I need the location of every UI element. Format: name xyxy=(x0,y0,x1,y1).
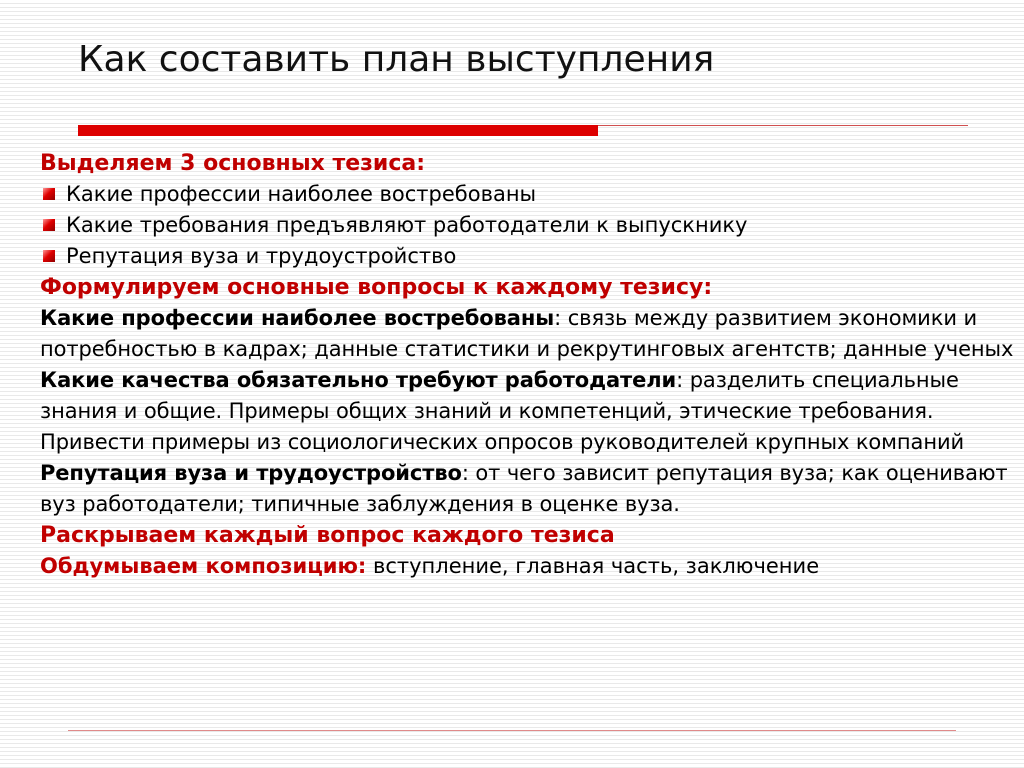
section-heading-disclose: Раскрываем каждый вопрос каждого тезиса xyxy=(40,523,615,548)
question-paragraph xyxy=(40,365,1015,458)
question-paragraph xyxy=(40,458,1015,520)
question-paragraph xyxy=(40,303,1015,365)
bullet-text: Репутация вуза и трудоустройство xyxy=(66,244,457,268)
question-lead: Репутация вуза и трудоустройство xyxy=(40,461,462,485)
question-text: : разделить специальные знания и общие. Примеры общих знаний и компетенций, этические требования. Привести примеры из социологических опросов руководителей крупных компаний xyxy=(40,368,965,454)
composition-line xyxy=(40,551,1015,582)
title-underline-red xyxy=(78,125,598,136)
bullet-item xyxy=(40,241,1015,272)
red-square-bullet-icon xyxy=(43,250,55,262)
red-square-bullet-icon xyxy=(43,188,55,200)
composition-text: вступление, главная часть, заключение xyxy=(366,554,820,578)
red-square-bullet-icon xyxy=(43,219,55,231)
slide-title: Как составить план выступления xyxy=(78,39,715,80)
bullet-text: Какие требования предъявляют работодатели к выпускнику xyxy=(66,213,748,237)
question-lead: Какие профессии наиболее востребованы xyxy=(40,306,555,330)
composition-lead: Обдумываем композицию: xyxy=(40,554,367,578)
bullet-item xyxy=(40,179,1015,210)
section-heading-theses: Выделяем 3 основных тезиса: xyxy=(40,151,426,176)
section-heading-questions: Формулируем основные вопросы к каждому тезису: xyxy=(40,275,713,300)
bullet-text: Какие профессии наиболее востребованы xyxy=(66,182,537,206)
question-text: : связь между развитием экономики и потребностью в кадрах; данные статистики и рекрутинговых агентств; данные ученых xyxy=(40,306,1014,361)
question-text: : от чего зависит репутация вуза; как оценивают вуз работодатели; типичные заблуждения в оценке вуза. xyxy=(40,461,1008,516)
footer-divider xyxy=(68,730,956,731)
question-lead: Какие качества обязательно требуют работодатели xyxy=(40,368,677,392)
slide-content xyxy=(40,148,1015,582)
bullet-item xyxy=(40,210,1015,241)
title-underline-thin xyxy=(598,125,968,126)
